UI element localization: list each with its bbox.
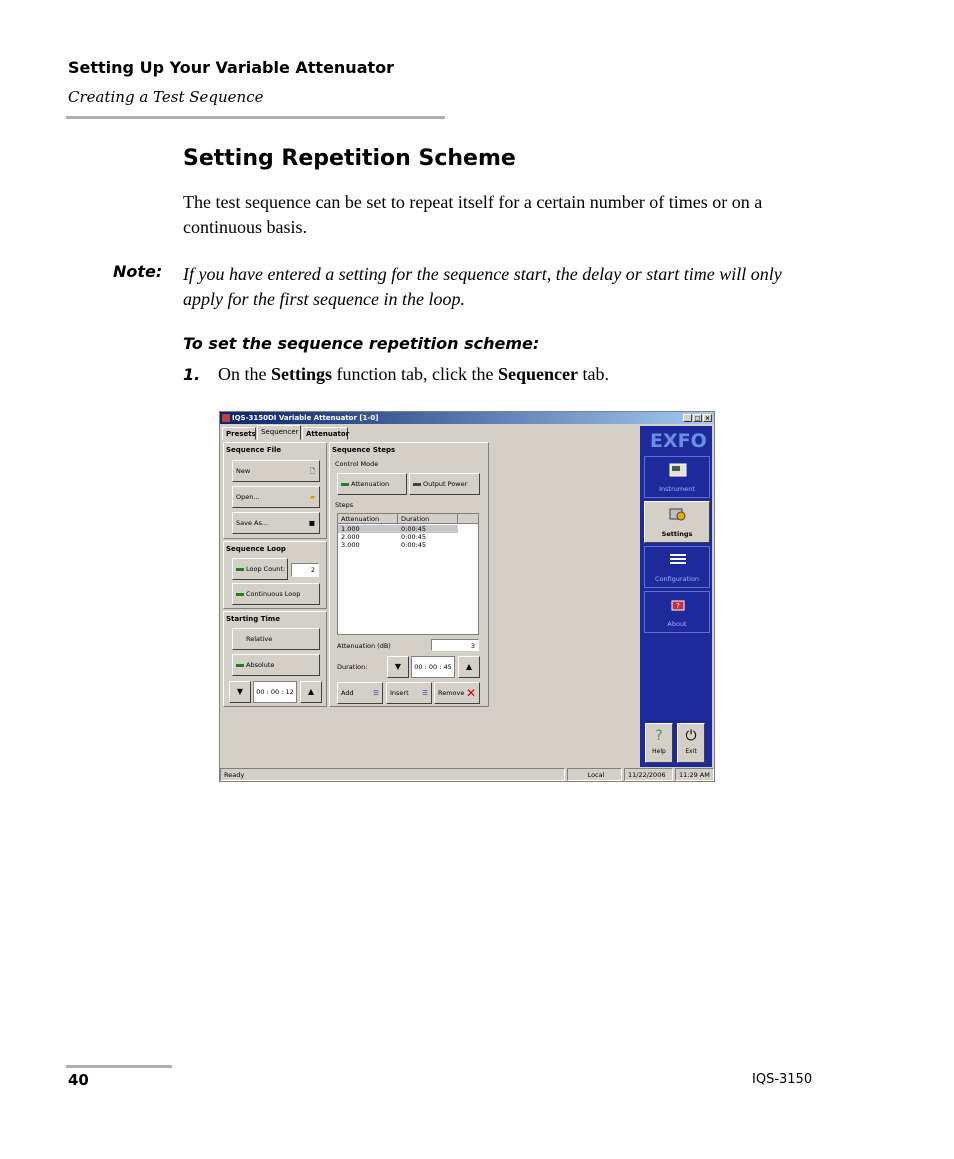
time-increase-button[interactable] <box>300 681 322 703</box>
configuration-icon <box>669 553 687 567</box>
control-mode-label: Control Mode <box>335 460 379 468</box>
column-header-attenuation[interactable]: Attenuation <box>338 514 398 524</box>
insert-step-button[interactable] <box>386 682 432 704</box>
sequence-steps-title: Sequence Steps <box>332 446 396 454</box>
nav-instrument-label: Instrument <box>659 485 695 493</box>
led-indicator <box>236 664 244 667</box>
status-mode: Local <box>567 768 622 781</box>
intro-paragraph: The test sequence can be set to repeat itself for a certain number of times or on a continuous basis. <box>183 192 763 237</box>
loop-count-label: Loop Count: <box>246 565 286 573</box>
arrow-down-icon: ▼ <box>236 687 244 696</box>
running-header-title: Setting Up Your Variable Attenuator <box>68 58 395 77</box>
sequence-loop-panel <box>223 541 327 609</box>
settings-gear-icon <box>669 508 687 522</box>
remove-x-icon: ✕ <box>465 686 476 700</box>
floppy-disk-icon: ■ <box>308 519 315 527</box>
tab-presets[interactable]: Presets <box>222 427 256 440</box>
minimize-button[interactable]: _ <box>683 414 692 422</box>
nav-instrument[interactable] <box>644 456 710 498</box>
table-cell: 0:00:45 <box>401 533 427 541</box>
new-button[interactable] <box>232 460 320 482</box>
steps-table[interactable] <box>337 513 479 635</box>
tab-sequencer[interactable]: Sequencer <box>257 425 301 440</box>
sequence-steps-panel <box>329 442 489 707</box>
time-decrease-button[interactable] <box>229 681 251 703</box>
new-file-icon: 🗋 <box>309 467 315 475</box>
app-window-screenshot <box>219 411 715 782</box>
relative-button[interactable] <box>232 628 320 650</box>
duration-label: Duration: <box>337 663 368 671</box>
table-row[interactable] <box>338 533 458 541</box>
loop-count-button[interactable] <box>232 558 288 580</box>
exfo-logo: EXFO <box>650 430 707 452</box>
procedure-heading: To set the sequence repetition scheme: <box>183 334 540 353</box>
output-power-mode-label: Output Power <box>423 480 468 488</box>
add-list-icon: ☰ <box>373 689 379 697</box>
step-text <box>218 364 609 385</box>
nav-configuration-label: Configuration <box>654 575 700 583</box>
led-indicator <box>341 483 349 486</box>
insert-list-icon: ☰ <box>422 689 428 697</box>
help-button[interactable] <box>645 723 673 763</box>
save-as-label: Save As... <box>236 519 269 527</box>
arrow-up-icon: ▲ <box>307 687 315 696</box>
attenuation-field-label: Attenuation (dB) <box>337 642 391 650</box>
step-text-part: function tab, click the <box>332 364 498 384</box>
window-title: IQS-3150DI Variable Attenuator [1-0] <box>232 414 379 422</box>
start-time-field[interactable]: 00 : 00 : 12 <box>253 681 297 703</box>
led-indicator <box>236 568 244 571</box>
folder-open-icon: ▰ <box>310 493 315 501</box>
attenuation-input[interactable]: 3 <box>431 639 479 651</box>
maximize-button[interactable]: □ <box>694 415 701 422</box>
continuous-loop-button[interactable] <box>232 583 320 605</box>
sidebar <box>638 424 715 767</box>
close-button[interactable]: × <box>704 415 711 422</box>
nav-settings-label: Settings <box>661 530 693 538</box>
arrow-down-icon: ▼ <box>394 662 402 671</box>
table-cell: 0:00:45 <box>401 541 427 549</box>
led-indicator <box>236 638 244 641</box>
add-label: Add <box>341 689 354 697</box>
power-icon: ⏻ <box>685 728 697 744</box>
sequence-file-title: Sequence File <box>226 446 282 454</box>
table-row[interactable] <box>338 541 458 549</box>
app-icon <box>222 414 230 422</box>
open-label: Open... <box>236 493 260 501</box>
attenuation-mode-button[interactable] <box>337 473 407 495</box>
footer-divider <box>66 1065 172 1068</box>
table-cell: 0:00:45 <box>401 525 427 533</box>
instrument-icon <box>669 463 687 477</box>
table-cell: 2.000 <box>341 533 360 541</box>
status-ready: Ready <box>220 768 565 781</box>
column-header-duration[interactable]: Duration <box>398 514 458 524</box>
sidebar-panel <box>640 426 712 767</box>
loop-count-input[interactable]: 2 <box>291 563 319 577</box>
nav-about[interactable] <box>644 591 710 633</box>
product-name: IQS-3150 <box>752 1072 813 1087</box>
window-titlebar <box>220 412 714 424</box>
output-power-mode-button[interactable] <box>409 473 480 495</box>
note-text: If you have entered a setting for the sequence start, the delay or start time will only apply for the first sequence in the loop. <box>183 264 782 309</box>
remove-step-button[interactable] <box>434 682 480 704</box>
help-label: Help <box>652 748 666 755</box>
column-header-filler <box>458 514 478 524</box>
sequence-file-panel <box>223 442 327 539</box>
starting-time-title: Starting Time <box>226 615 280 623</box>
duration-decrease-button[interactable] <box>387 656 409 678</box>
duration-field[interactable]: 00 : 00 : 45 <box>411 656 455 678</box>
continuous-loop-label: Continuous Loop <box>246 590 301 598</box>
arrow-up-icon: ▲ <box>465 662 473 671</box>
exit-label: Exit <box>685 748 697 755</box>
step-text-part: On the <box>218 364 271 384</box>
add-step-button[interactable] <box>337 682 383 704</box>
table-cell: 1.000 <box>341 525 360 533</box>
new-label: New <box>236 467 251 475</box>
step-number: 1. <box>183 365 201 384</box>
step-text-settings: Settings <box>271 364 333 384</box>
steps-label: Steps <box>335 501 354 509</box>
status-time: 11:29 AM <box>675 768 714 781</box>
table-cell: 3.000 <box>341 541 360 549</box>
led-indicator <box>236 593 244 596</box>
step-text-sequencer: Sequencer <box>497 364 578 384</box>
absolute-label: Absolute <box>246 661 275 669</box>
running-header-subtitle: Creating a Test Sequence <box>68 88 264 106</box>
nav-configuration[interactable] <box>644 546 710 588</box>
relative-label: Relative <box>246 635 273 643</box>
status-bar <box>220 768 714 781</box>
save-as-button[interactable] <box>232 512 320 534</box>
note-label: Note: <box>113 262 163 281</box>
tab-attenuator[interactable]: Attenuator <box>302 427 348 440</box>
insert-label: Insert <box>390 689 409 697</box>
status-date: 11/22/2006 <box>624 768 673 781</box>
duration-increase-button[interactable] <box>458 656 480 678</box>
sequence-loop-title: Sequence Loop <box>226 545 286 553</box>
remove-label: Remove <box>438 689 465 697</box>
nav-settings[interactable] <box>644 501 710 543</box>
svg-text:?: ? <box>676 602 680 610</box>
absolute-button[interactable] <box>232 654 320 676</box>
exit-button[interactable] <box>677 723 705 763</box>
step-text-part: tab. <box>577 364 609 384</box>
attenuation-mode-label: Attenuation <box>351 480 390 488</box>
led-indicator <box>413 483 421 486</box>
about-book-icon <box>669 598 687 612</box>
section-heading: Setting Repetition Scheme <box>183 146 516 171</box>
open-button[interactable] <box>232 486 320 508</box>
table-row[interactable] <box>338 525 458 533</box>
page-number: 40 <box>68 1071 89 1089</box>
help-icon: ? <box>655 728 663 744</box>
starting-time-panel <box>223 611 327 707</box>
header-divider <box>66 116 445 119</box>
nav-about-label: About <box>667 620 687 628</box>
